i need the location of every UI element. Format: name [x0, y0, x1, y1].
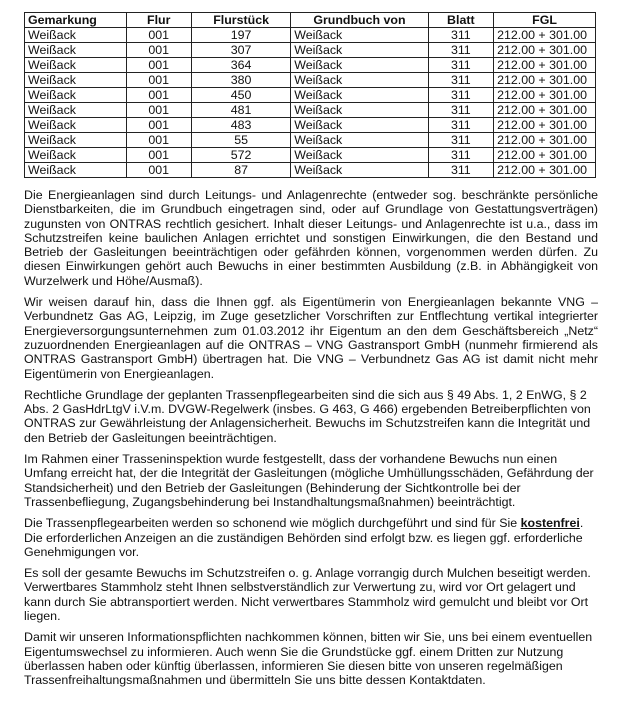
table-header-row — [25, 13, 596, 28]
table-row — [25, 43, 596, 58]
cell-fgl: 212.00 + 301.00 — [494, 58, 596, 73]
cell-gemarkung: Weißack — [25, 133, 127, 148]
cell-grundbuch: Weißack — [291, 118, 428, 133]
cell-grundbuch: Weißack — [291, 103, 428, 118]
cell-fgl: 212.00 + 301.00 — [494, 163, 596, 178]
table-row — [25, 28, 596, 43]
table-row — [25, 118, 596, 133]
cell-grundbuch: Weißack — [291, 133, 428, 148]
cell-gemarkung: Weißack — [25, 88, 127, 103]
cell-blatt: 311 — [428, 103, 493, 118]
cell-flurstueck: 572 — [191, 148, 290, 163]
cell-flur: 001 — [126, 163, 191, 178]
cell-flur: 001 — [126, 58, 191, 73]
cell-flurstueck: 483 — [191, 118, 290, 133]
paragraph-rights: Die Energieanlagen sind durch Leitungs- und Anlagenrechte (entweder sog. beschränkte persönliche Dienstbarkeiten, die im Grundbuch eingetragen sind, oder auf Grundlage von Gestattungsverträgen) zugunsten von ONTRAS rechtlich gesichert. Inhalt dieser Leitungs- und Anlagenrechte ist u.a., dass im Schutzstreifen keine baulichen Anlagen errichtet und sonstigen Einwirkungen, die den Bestand und Betrieb der Gasleitungen beeinträchtigen oder gefährden können, vorgenommen werden dürfen. Zu diesen Einwirkungen gehört auch Bewuchs in einer bestimmten Ausbildung (z.B. in Abhängigkeit von Wurzelwerk und Höhe/Ausmaß). — [24, 188, 598, 288]
cell-flurstueck: 87 — [191, 163, 290, 178]
cell-blatt: 311 — [428, 43, 493, 58]
cell-fgl: 212.00 + 301.00 — [494, 118, 596, 133]
cell-flurstueck: 364 — [191, 58, 290, 73]
cell-fgl: 212.00 + 301.00 — [494, 73, 596, 88]
cell-gemarkung: Weißack — [25, 73, 127, 88]
cell-flur: 001 — [126, 28, 191, 43]
cost-text-after: . Die erforderlichen Anzeigen an die zuständigen Behörden sind erfolgt bzw. es liegen ggf. erforderliche Genehmigungen vor. — [24, 516, 584, 559]
cell-flurstueck: 55 — [191, 133, 290, 148]
table-row — [25, 148, 596, 163]
cell-flur: 001 — [126, 88, 191, 103]
cell-fgl: 212.00 + 301.00 — [494, 88, 596, 103]
cell-gemarkung: Weißack — [25, 28, 127, 43]
cell-flurstueck: 197 — [191, 28, 290, 43]
paragraph-vng: Wir weisen darauf hin, dass die Ihnen ggf. als Eigentümerin von Energieanlagen bekannte VNG – Verbundnetz Gas AG, Leipzig, im Zuge gesetzlicher Vorschriften zur Entflechtung vertikal integrierter Energieversorgungsunternehmen zum 01.03.2012 ihr Eigentum an den dem Geschäftsbereich „Netz“ zuzuordnenden Energieanlagen auf die ONTRAS – VNG Gastransport GmbH (nunmehr firmierend als ONTRAS Gastransport GmbH) übertragen hat. Die VNG – Verbundnetz Gas AG ist damit nicht mehr Eigentümerin von Energieanlagen. — [24, 295, 598, 381]
cell-flur: 001 — [126, 73, 191, 88]
cell-fgl: 212.00 + 301.00 — [494, 103, 596, 118]
cell-flur: 001 — [126, 148, 191, 163]
cost-free-emphasis: kostenfrei — [520, 516, 580, 531]
cell-grundbuch: Weißack — [291, 58, 428, 73]
cell-blatt: 311 — [428, 58, 493, 73]
cell-grundbuch: Weißack — [291, 73, 428, 88]
cell-grundbuch: Weißack — [291, 88, 428, 103]
parcel-table-body — [25, 28, 596, 178]
paragraph-ownership-change: Damit wir unseren Informationspflichten nachkommen können, bitten wir Sie, uns bei einem eventuellen Eigentumswechsel zu informieren. Auch wenn Sie die Grundstücke ggf. einem Dritten zur Nutzung überlassen haben oder künftig überlassen, informieren Sie diesen bitte von unseren regelmäßigen Trassenfreihaltungsmaßnahmen und übermitteln Sie uns bitte dessen Kontaktdaten. — [24, 630, 593, 688]
cell-fgl: 212.00 + 301.00 — [494, 148, 596, 163]
cell-blatt: 311 — [428, 73, 493, 88]
cell-grundbuch: Weißack — [291, 28, 428, 43]
header-blatt: Blatt — [428, 13, 493, 28]
cell-flurstueck: 380 — [191, 73, 290, 88]
cell-gemarkung: Weißack — [25, 58, 127, 73]
cell-flurstueck: 307 — [191, 43, 290, 58]
cell-flur: 001 — [126, 133, 191, 148]
cell-fgl: 212.00 + 301.00 — [494, 43, 596, 58]
table-row — [25, 163, 596, 178]
cell-flur: 001 — [126, 118, 191, 133]
table-row — [25, 103, 596, 118]
header-grundbuch: Grundbuch von — [291, 13, 428, 28]
cell-blatt: 311 — [428, 118, 493, 133]
table-row — [25, 88, 596, 103]
cell-grundbuch: Weißack — [291, 43, 428, 58]
cell-blatt: 311 — [428, 163, 493, 178]
cell-gemarkung: Weißack — [25, 148, 127, 163]
cell-flur: 001 — [126, 43, 191, 58]
cell-grundbuch: Weißack — [291, 148, 428, 163]
table-row — [25, 58, 596, 73]
cell-gemarkung: Weißack — [25, 118, 127, 133]
table-row — [25, 133, 596, 148]
cell-blatt: 311 — [428, 28, 493, 43]
cell-blatt: 311 — [428, 88, 493, 103]
header-flur: Flur — [126, 13, 191, 28]
header-flurstueck: Flurstück — [191, 13, 290, 28]
cell-gemarkung: Weißack — [25, 43, 127, 58]
cell-grundbuch: Weißack — [291, 163, 428, 178]
letter-body — [24, 188, 598, 688]
cell-blatt: 311 — [428, 148, 493, 163]
cell-flurstueck: 450 — [191, 88, 290, 103]
header-gemarkung: Gemarkung — [25, 13, 127, 28]
cell-fgl: 212.00 + 301.00 — [494, 28, 596, 43]
cell-blatt: 311 — [428, 133, 493, 148]
cell-fgl: 212.00 + 301.00 — [494, 133, 596, 148]
cell-flur: 001 — [126, 103, 191, 118]
table-row — [25, 73, 596, 88]
cell-gemarkung: Weißack — [25, 163, 127, 178]
cell-gemarkung: Weißack — [25, 103, 127, 118]
header-fgl: FGL — [494, 13, 596, 28]
paragraph-legal-basis: Rechtliche Grundlage der geplanten Trassenpflegearbeiten sind die sich aus § 49 Abs. 1, 2 EnWG, § 2 Abs. 2 GasHdrLtgV i.V.m. DVGW-Regelwerk (insbes. G 463, G 466) ergebenden Betreiberpflichten von ONTRAS zur Gewährleistung der Anlagensicherheit. Bewuchs im Schutzstreifen kann die Integrität und den Betrieb der Gasleitungen beeinträchtigen. — [24, 387, 591, 445]
paragraph-inspection: Im Rahmen einer Trasseninspektion wurde festgestellt, dass der vorhandene Bewuchs nun einen Umfang erreicht hat, der die Integrität der Gasleitungen (mögliche Umhüllungsschäden, Gefährdung der Standsicherheit) und den Betrieb der Gasleitungen (Behinderung der Sichtkontrolle bei der Trassenbefliegung, Zugangsbehinderung bei Instandhaltungsmaßnahmen) beeinträchtigt. — [24, 452, 594, 509]
paragraph-cost — [24, 516, 598, 559]
cost-text-before: Die Trassenpflegearbeiten werden so schonend wie möglich durchgeführt und sind für Sie — [24, 516, 521, 531]
paragraph-mulching: Es soll der gesamte Bewuchs im Schutzstreifen o. g. Anlage vorrangig durch Mulchen beseitigt werden. Verwertbares Stammholz steht Ihnen selbstverständlich zur Verwertung zu, wird vor Ort gelagert und kann durch Sie abtransportiert werden. Nicht verwertbares Stammholz wird gemulcht und bleibt vor Ort liegen. — [24, 566, 591, 624]
parcel-table — [24, 12, 596, 178]
cell-flurstueck: 481 — [191, 103, 290, 118]
